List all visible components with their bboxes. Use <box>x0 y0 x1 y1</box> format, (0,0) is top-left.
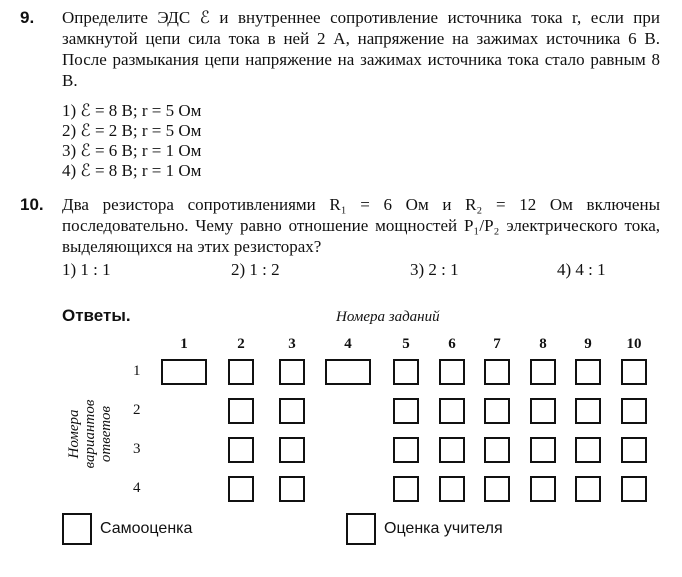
question-10-option[interactable]: 4) 4 : 1 <box>557 260 606 279</box>
answer-box[interactable] <box>439 359 465 385</box>
task-number-label: 4 <box>344 336 352 352</box>
answer-box[interactable] <box>621 359 647 385</box>
answer-options-caption: Номера вариантов ответов <box>66 399 114 469</box>
answer-box[interactable] <box>530 437 556 463</box>
answer-box[interactable] <box>325 359 371 385</box>
question-9-option[interactable]: 2) ℰ = 2 В; r = 5 Ом <box>62 121 202 140</box>
self-assessment-box[interactable] <box>62 513 92 545</box>
task-number-label: 8 <box>539 336 547 352</box>
answer-box[interactable] <box>530 359 556 385</box>
answer-box[interactable] <box>161 359 207 385</box>
question-10-option[interactable]: 1) 1 : 1 <box>62 260 111 279</box>
teacher-assessment-label: Оценка учителя <box>384 520 503 537</box>
answer-box[interactable] <box>575 437 601 463</box>
answer-box[interactable] <box>484 359 510 385</box>
answer-box[interactable] <box>228 359 254 385</box>
task-number-label: 10 <box>626 336 642 352</box>
question-9-options <box>62 101 201 181</box>
answer-box[interactable] <box>393 476 419 502</box>
question-9-option[interactable]: 3) ℰ = 6 В; r = 1 Ом <box>62 141 202 160</box>
answer-option-number: 3 <box>133 441 141 457</box>
answer-box[interactable] <box>279 476 305 502</box>
answer-box[interactable] <box>484 476 510 502</box>
answer-box[interactable] <box>484 437 510 463</box>
answer-box[interactable] <box>575 359 601 385</box>
task-number-label: 9 <box>584 336 592 352</box>
answers-heading: Ответы. <box>62 306 131 325</box>
teacher-assessment-box[interactable] <box>346 513 376 545</box>
task-number-label: 6 <box>448 336 456 352</box>
answer-box[interactable] <box>439 398 465 424</box>
answer-box[interactable] <box>393 437 419 463</box>
task-number-label: 7 <box>493 336 501 352</box>
question-10-option[interactable]: 3) 2 : 1 <box>410 260 459 279</box>
answer-box[interactable] <box>279 437 305 463</box>
answer-box[interactable] <box>279 398 305 424</box>
answer-box[interactable] <box>228 398 254 424</box>
answer-box[interactable] <box>575 476 601 502</box>
answer-box[interactable] <box>621 437 647 463</box>
task-number-label: 2 <box>237 336 245 352</box>
question-10-text: Два резистора сопротивлениями R₁ = 6 Ом и R₂ = 12 Ом включены последовательно. Чему равно отношение мощностей P₁/P₂ электрического тока, выделяющихся на этих резисторах? <box>62 195 660 256</box>
answer-option-number: 4 <box>133 480 141 496</box>
self-assessment-label: Самооценка <box>100 520 193 537</box>
answer-box[interactable] <box>228 476 254 502</box>
answer-box[interactable] <box>393 398 419 424</box>
answer-box[interactable] <box>439 437 465 463</box>
question-10-number: 10. <box>20 195 44 214</box>
answer-box[interactable] <box>530 398 556 424</box>
answer-option-number: 1 <box>133 363 141 379</box>
task-number-label: 3 <box>288 336 296 352</box>
task-number-label: 5 <box>402 336 410 352</box>
answer-box[interactable] <box>530 476 556 502</box>
task-number-label: 1 <box>180 336 188 352</box>
answer-box[interactable] <box>621 476 647 502</box>
question-9-number: 9. <box>20 8 35 27</box>
question-10-option[interactable]: 2) 1 : 2 <box>231 260 280 279</box>
answer-option-number: 2 <box>133 402 141 418</box>
answer-box[interactable] <box>575 398 601 424</box>
answer-box[interactable] <box>393 359 419 385</box>
question-9-option[interactable]: 4) ℰ = 8 В; r = 1 Ом <box>62 161 202 180</box>
answer-box[interactable] <box>279 359 305 385</box>
answer-box[interactable] <box>439 476 465 502</box>
task-numbers-caption: Номера заданий <box>336 309 440 325</box>
answer-box[interactable] <box>484 398 510 424</box>
answer-box[interactable] <box>228 437 254 463</box>
answer-box[interactable] <box>621 398 647 424</box>
question-9-text: Определите ЭДС ℰ и внутреннее сопротивление источника тока r, если при замкнутой цепи сила тока в ней 2 А, напряжение на зажимах источника 6 В. После размыкания цепи напряжение на зажимах источника тока стало равным 8 В. <box>62 8 660 90</box>
question-9-option[interactable]: 1) ℰ = 8 В; r = 5 Ом <box>62 101 202 120</box>
